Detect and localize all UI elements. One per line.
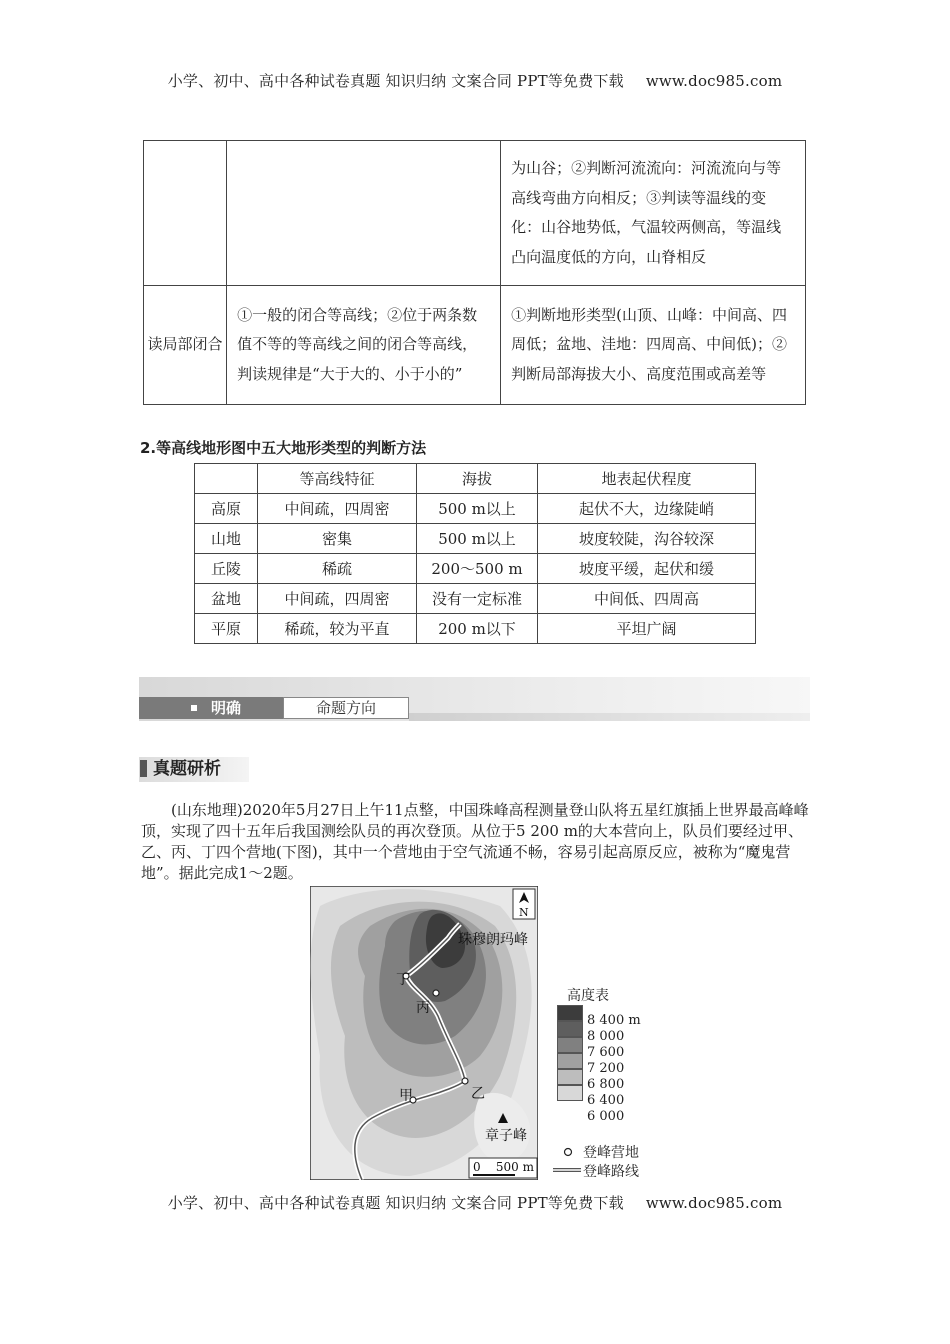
table-row: [195, 494, 756, 524]
table-header: 地表起伏程度: [538, 464, 756, 494]
legend-swatch: [557, 1037, 583, 1053]
legend-camp-label: 登峰营地: [583, 1145, 639, 1161]
legend-value: 7 200: [587, 1061, 625, 1076]
header-url[interactable]: www.doc985.com: [645, 72, 783, 90]
table-cell: 200～500 m: [417, 554, 538, 584]
table-cell: 坡度平缓，起伏和缓: [538, 554, 756, 584]
table-cell: 高原: [195, 494, 258, 524]
header-text: 小学、初中、高中各种试卷真题 知识归纳 文案合同 PPT等免费下载: [167, 72, 624, 90]
table-cell: 500 m以上: [417, 494, 538, 524]
table-row: [195, 524, 756, 554]
legend-swatch: [557, 1085, 583, 1101]
table-cell: 起伏不大，边缘陡峭: [538, 494, 756, 524]
table-row: [195, 584, 756, 614]
subheading: [139, 757, 249, 782]
section-title: 2.等高线地形图中五大地形类型的判断方法: [140, 439, 427, 457]
table-cell: 稀疏: [258, 554, 417, 584]
table-cell: ①一般的闭合等高线；②位于两条数值不等的等高线之间的闭合等高线，判读规律是“大于大的、小于小的”: [227, 286, 501, 405]
table-cell: 密集: [258, 524, 417, 554]
table-cell: 丘陵: [195, 554, 258, 584]
banner-strip: [409, 713, 810, 721]
topographic-map: [310, 886, 538, 1180]
table-cell: 没有一定标准: [417, 584, 538, 614]
question-paragraph: (山东地理)2020年5月27日上午11点整，中国珠峰高程测量登山队将五星红旗插上世界最高峰峰顶，实现了四十五年后我国测绘队员的再次登顶。从位于5 200 m的大本营向上，队员们要经过甲、乙、丙、丁四个营地(下图)，其中一个营地由于空气流通不畅，容易引起高原反应，被称为“魔鬼营地”。据此完成1～2题。: [141, 801, 809, 882]
table-cell: 200 m以下: [417, 614, 538, 644]
table-cell: 读局部闭合: [144, 286, 227, 405]
square-bullet-icon: [191, 705, 197, 711]
peak-label: 珠穆朗玛峰: [458, 932, 528, 948]
secondary-peak-label: 章子峰: [485, 1128, 527, 1144]
subheading-mark-icon: [140, 760, 147, 777]
table-cell: 中间低、四周高: [538, 584, 756, 614]
page-footer: [0, 1192, 950, 1213]
legend-value: 8 000: [587, 1029, 625, 1044]
table-header: [195, 464, 258, 494]
table-row: [144, 141, 806, 286]
camp-yi-marker: [462, 1078, 468, 1084]
legend-value: 8 400 m: [587, 1013, 641, 1028]
table-cell: 为山谷；②判断河流流向：河流流向与等高线弯曲方向相反；③判读等温线的变化：山谷地势低，气温较两侧高，等温线凸向温度低的方向，山脊相反: [501, 141, 806, 286]
legend-swatch: [557, 1005, 583, 1021]
footer-url[interactable]: www.doc985.com: [645, 1194, 783, 1212]
table-cell: 500 m以上: [417, 524, 538, 554]
camp-bing-marker: [433, 990, 439, 996]
camp-label: 丁: [396, 972, 410, 988]
legend-swatch: [557, 1053, 583, 1069]
banner-dark-tab: [139, 697, 283, 719]
legend-swatch: [557, 1069, 583, 1085]
table-header-row: [195, 464, 756, 494]
legend-value: 7 600: [587, 1045, 625, 1060]
legend-title: 高度表: [567, 988, 609, 1004]
camp-label: 乙: [471, 1086, 485, 1102]
table-row: [195, 614, 756, 644]
route-legend-icon: [553, 1165, 583, 1175]
table-cell: 坡度较陡，沟谷较深: [538, 524, 756, 554]
banner-dark-label: 明确: [211, 699, 242, 717]
camp-label: 甲: [399, 1088, 413, 1104]
table-cell: 平原: [195, 614, 258, 644]
table-header: 等高线特征: [258, 464, 417, 494]
table-row: [195, 554, 756, 584]
footer-text: 小学、初中、高中各种试卷真题 知识归纳 文案合同 PPT等免费下载: [167, 1194, 624, 1212]
table-cell: ①判断地形类型(山顶、山峰：中间高、四周低；盆地、洼地：四周高、中间低)；②判断局部海拔大小、高度范围或高差等: [501, 286, 806, 405]
legend-value: 6 000: [587, 1109, 625, 1124]
table-cell: [227, 141, 501, 286]
table-cell: [144, 141, 227, 286]
north-label: N: [519, 906, 529, 919]
table-cell: 盆地: [195, 584, 258, 614]
banner-light-label: 命题方向: [283, 697, 409, 719]
table-row: [144, 286, 806, 405]
camp-legend-icon: [561, 1145, 575, 1159]
camp-label: 丙: [416, 1000, 430, 1016]
table-cell: 中间疏，四周密: [258, 584, 417, 614]
legend-value: 6 400: [587, 1093, 625, 1108]
table-cell: 中间疏，四周密: [258, 494, 417, 524]
table-cell: 平坦广阔: [538, 614, 756, 644]
legend-swatch: [557, 1021, 583, 1037]
scale-label: 0 500 m: [473, 1160, 534, 1174]
landform-table: [194, 463, 756, 644]
table-header: 海拔: [417, 464, 538, 494]
page-header: [0, 70, 950, 91]
table-cell: 稀疏，较为平直: [258, 614, 417, 644]
table-cell: 山地: [195, 524, 258, 554]
section-banner: [139, 677, 810, 721]
contour-reading-table: [143, 140, 806, 405]
subheading-text: 真题研析: [153, 759, 221, 779]
legend-route-label: 登峰路线: [583, 1164, 639, 1180]
legend-value: 6 800: [587, 1077, 625, 1092]
